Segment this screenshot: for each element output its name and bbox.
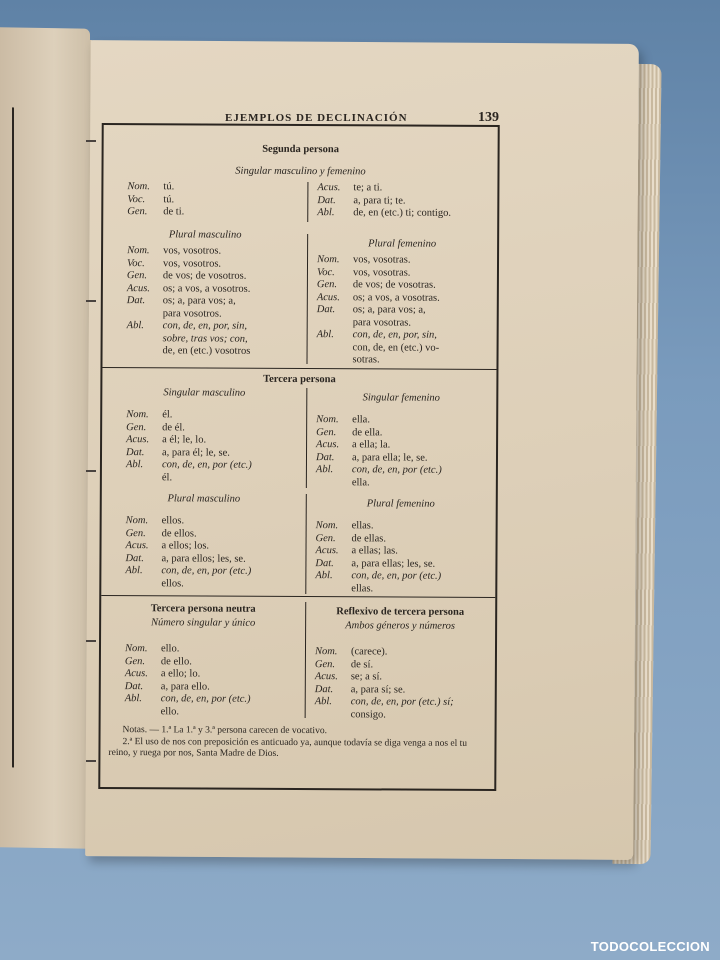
subsection-heading: Plural masculino [168, 229, 242, 241]
note-1: Notas. — 1.ª La 1.ª y 3.ª persona carecen de vocativo. [122, 725, 327, 737]
subsection-heading: Singular masculino [163, 387, 246, 399]
subsection-heading: Número singular y único [150, 617, 256, 629]
section-heading: Segunda persona [262, 143, 339, 156]
stitch-mark [86, 300, 96, 302]
stitch-mark [86, 640, 96, 642]
left-page [0, 27, 90, 849]
case-block: Nom. vos, vosotros. Voc. vos, vosotros. Gen. de vos; de vosotros. Acus. os; a vos, a vosotros. Dat. os; a, para vos; a, para vosotros. Abl. con, de, en, por, sin, sobre, tras vos; con, de, en (etc.) vosotros [126, 245, 251, 357]
section-heading: Reflexivo de tercera persona [336, 606, 465, 618]
section-rule [102, 367, 496, 370]
watermark: TODOCOLECCION [590, 939, 710, 954]
column-divider [305, 494, 307, 594]
subsection-heading: Plural masculino [167, 493, 241, 505]
left-page-border [0, 107, 14, 767]
case-block: Nom. (carece). Gen. de sí. Acus. se; a sí. Dat. a, para sí; se. Abl. con, de, en, por (etc.) sí; consigo. [314, 646, 454, 720]
stitch-mark [86, 470, 96, 472]
section-heading: Tercera persona [263, 373, 336, 386]
running-header: EJEMPLOS DE DECLINACIÓN [225, 112, 408, 124]
column-divider [306, 388, 308, 488]
column-divider [305, 602, 307, 718]
subsection-heading: Singular masculino y femenino [235, 165, 366, 178]
case-block: Nom. ellos. Gen. de ellos. Acus. a ellos; los. Dat. a, para ellos; les, se. Abl. con, de, en, por (etc.) ellos. [125, 515, 252, 589]
subsection-heading: Ambos géneros y números [345, 620, 456, 632]
note-2: 2.ª El uso de nos con preposición es anticuado ya, aunque todavía se diga venga a nos el tu reino, y ruega por nos, Santa Madre de Dios. [108, 736, 468, 759]
case-block: Nom. tú. Voc. tú. Gen. de ti. [127, 181, 185, 218]
case-block: Nom. ellas. Gen. de ellas. Acus. a ellas; las. Dat. a, para ellas; les, se. Abl. con, de, en, por (etc.) ellas. [315, 520, 442, 594]
subsection-heading: Plural femenino [368, 238, 437, 250]
case-block: Nom. vos, vosotras. Voc. vos, vosotras. Gen. de vos; de vosotras. Acus. os; a vos, a vosotras. Dat. os; a, para vos; a, para vosotras. Abl. con, de, en, por, sin, con, de, en (etc.) vo- sotras. [316, 254, 440, 366]
column-divider [306, 234, 308, 364]
page-number: 139 [478, 110, 499, 125]
case-block: Nom. él. Gen. de él. Acus. a él; le, lo. Dat. a, para él; le, se. Abl. con, de, en, por (etc.) él. [125, 409, 252, 483]
column-divider [307, 182, 308, 222]
subsection-heading: Singular femenino [362, 392, 440, 404]
stitch-mark [86, 760, 96, 762]
case-block: Nom. ello. Gen. de ello. Acus. a ello; lo. Dat. a, para ello. Abl. con, de, en, por (etc.) ello. [124, 643, 251, 717]
stitch-mark [86, 140, 96, 142]
section-heading: Tercera persona neutra [150, 603, 256, 615]
footnotes [108, 725, 488, 761]
case-block: Acus. te; a ti. Dat. a, para ti; te. Abl. de, en (etc.) ti; contigo. [317, 182, 451, 219]
subsection-heading: Plural femenino [366, 498, 435, 510]
declension-table [98, 123, 499, 791]
case-block: Nom. ella. Gen. de ella. Acus. a ella; la. Dat. a, para ella; le, se. Abl. con, de, en, por (etc.) ella. [315, 414, 442, 488]
